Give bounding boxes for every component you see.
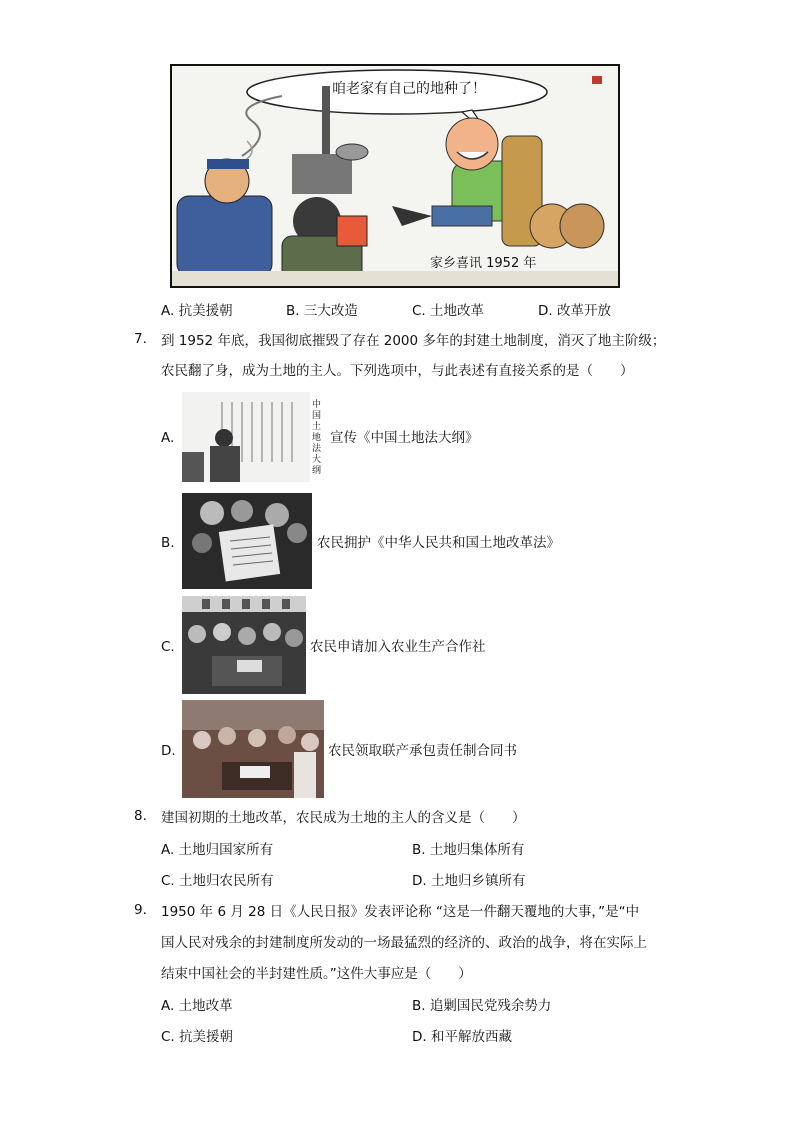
q8-option-c[interactable]: C. 土地归农民所有 xyxy=(161,873,274,889)
q9-option-c[interactable]: C. 抗美援朝 xyxy=(161,1029,234,1045)
q9-option-a[interactable]: A. 土地改革 xyxy=(161,998,233,1014)
q6-option-b[interactable]: B. 三大改造 xyxy=(286,303,358,319)
q7-number: 7. xyxy=(134,331,147,347)
q7-option-d-text[interactable]: 农民领取联产承包责任制合同书 xyxy=(328,743,517,759)
q8-option-b[interactable]: B. 土地归集体所有 xyxy=(412,842,525,858)
q7-option-b-text[interactable]: 农民拥护《中华人民共和国土地改革法》 xyxy=(317,535,560,551)
cartoon-caption: 家乡喜讯 1952 年 xyxy=(430,256,537,271)
q9-stem-line1: 1950 年 6 月 28 日《人民日报》发表评论称 “这是一件翻天覆地的大事，”是“中 xyxy=(161,904,640,920)
q8-number: 8. xyxy=(134,808,147,824)
q9-stem-line2: 国人民对残余的封建制度所发动的一场最猛烈的经济的、政治的战争，将在实际上 xyxy=(161,935,647,951)
speech-bubble-text: 咱老家有自己的地种了！ xyxy=(332,81,486,97)
q7-option-b-photo xyxy=(182,493,312,589)
q7-option-c-letter[interactable]: C. xyxy=(161,639,175,655)
q7-option-a-letter[interactable]: A. xyxy=(161,430,175,446)
q9-stem-line3: 结束中国社会的半封建性质。”这件大事应是（ ） xyxy=(161,966,472,982)
q7-option-d-letter[interactable]: D. xyxy=(161,743,176,759)
q7-option-d-photo xyxy=(182,700,324,798)
q7-option-a-text[interactable]: 宣传《中国土地法大纲》 xyxy=(330,430,479,446)
q7-stem-line2: 农民翻了身，成为土地的主人。下列选项中，与此表述有直接关系的是（ ） xyxy=(161,363,634,379)
cartoon-drawing xyxy=(172,66,618,286)
q8-option-d[interactable]: D. 土地归乡镇所有 xyxy=(412,873,526,889)
q7-option-a-photo xyxy=(182,392,326,482)
q7-option-b-letter[interactable]: B. xyxy=(161,535,175,551)
q7-option-c-text[interactable]: 农民申请加入农业生产合作社 xyxy=(310,639,486,655)
q9-option-d[interactable]: D. 和平解放西藏 xyxy=(412,1029,512,1045)
q8-stem: 建国初期的土地改革，农民成为土地的主人的含义是（ ） xyxy=(161,810,526,826)
q9-number: 9. xyxy=(134,902,147,918)
cartoon-illustration xyxy=(170,64,620,288)
q6-option-d[interactable]: D. 改革开放 xyxy=(538,303,611,319)
q6-option-a[interactable]: A. 抗美援朝 xyxy=(161,303,233,319)
q6-option-c[interactable]: C. 土地改革 xyxy=(412,303,485,319)
q9-option-b[interactable]: B. 追剿国民党残余势力 xyxy=(412,998,552,1014)
q7-stem-line1: 到 1952 年底，我国彻底摧毁了存在 2000 多年的封建土地制度，消灭了地主阶级； xyxy=(161,333,666,349)
q8-option-a[interactable]: A. 土地归国家所有 xyxy=(161,842,274,858)
q7-option-a-sign: 中国土地法大纲 xyxy=(312,400,322,476)
q7-option-c-photo xyxy=(182,596,306,694)
